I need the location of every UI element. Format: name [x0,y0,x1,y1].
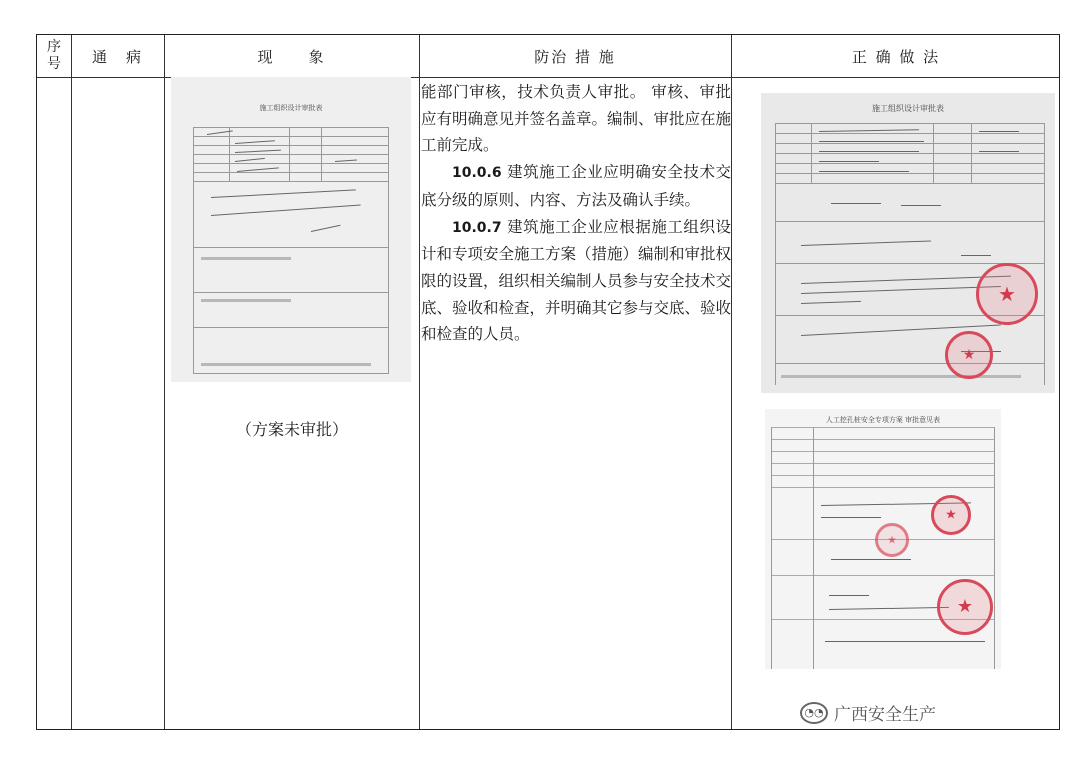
prevention-measures [421,79,731,348]
column-divider [731,35,732,729]
approval-stamp: ★ [931,495,971,535]
column-divider [419,35,420,729]
header-seq-line1: 序 [47,39,61,55]
header-seq [37,35,71,77]
clause-text: 建筑施工企业应根据施工组织设计和专项安全施工方案（措施）编制和审批权限的设置，组织相关编制人员参与安全技术交底、验收和检查，并明确其它参与交底、验收和检查的人员。 [421,217,732,344]
clause-text: 建筑施工企业应明确安全技术交底分级的原则、内容、方法及确认手续。 [421,163,731,209]
column-divider [164,35,165,729]
scan-title: 施工组织设计审批表 [872,104,944,113]
measures-paragraph-1: 能部门审核，技术负责人审批。 审核、审批应有明确意见并签名盖章。编制、审批应在施工前完成。 [421,83,732,155]
approval-stamp: ★ [937,579,993,635]
clause-number: 10.0.6 [452,165,502,182]
measures-paragraph-2 [421,159,731,213]
document-table [36,34,1060,730]
watermark [800,700,936,725]
approval-stamp: ★ [945,331,993,379]
scan-title: 施工组织设计审批表 [259,104,323,112]
approval-stamp: ★ [875,523,909,557]
header-correct: 正 确 做 法 [851,47,941,66]
header-issue: 通 病 [91,47,143,66]
header-phenomenon: 现 象 [257,47,326,66]
measures-paragraph-3 [421,214,731,349]
special-plan-approval-scan [765,409,1001,669]
watermark-text: 广西安全生产 [834,705,936,725]
column-divider [71,35,72,729]
wechat-icon: ◔◔ [800,702,828,724]
phenomenon-caption: （方案未审批） [235,420,348,439]
scan-title: 人工挖孔桩安全专项方案 审批意见表 [825,416,941,424]
clause-number: 10.0.7 [452,219,502,236]
header-measures: 防治 措 施 [534,47,616,66]
header-seq-line2: 号 [47,56,61,72]
unapproved-form-scan [171,77,411,382]
approval-stamp: ★ [976,263,1038,325]
approved-form-scan [761,93,1055,393]
